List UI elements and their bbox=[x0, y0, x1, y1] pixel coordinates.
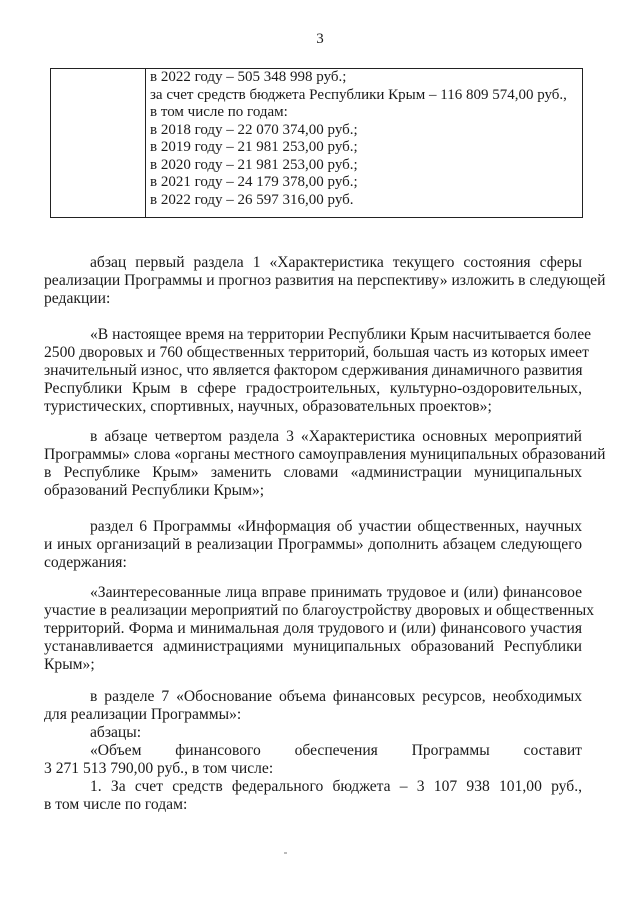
text-line: «Объем финансового обеспечения Программы составит bbox=[90, 742, 582, 759]
text-line: устанавливается администрациями муниципальных образований Республики bbox=[44, 638, 582, 655]
text-line: туристических, спортивных, научных, образовательных проектов»; bbox=[44, 398, 492, 415]
table-left-cell bbox=[51, 69, 146, 217]
text-line: 2500 дворовых и 760 общественных территорий, большая часть из которых имеет bbox=[44, 344, 589, 361]
text-line: реализации Программы и прогноз развития на перспективу» изложить в следующей bbox=[44, 272, 606, 289]
text-line: 3 271 513 790,00 руб., в том числе: bbox=[44, 760, 274, 777]
text-line: и иных организаций в реализации Программы» дополнить абзацем следующего bbox=[44, 536, 582, 553]
scan-speck bbox=[284, 852, 287, 854]
table-row: в 2018 году – 22 070 374,00 руб.; bbox=[150, 121, 358, 138]
page-number: 3 bbox=[316, 31, 324, 47]
text-line: в разделе 7 «Обоснование объема финансовых ресурсов, необходимых bbox=[90, 688, 582, 705]
table-right-cell bbox=[146, 69, 582, 217]
text-line: образований Республики Крым»; bbox=[44, 482, 265, 499]
table-row: в том числе по годам: bbox=[150, 104, 288, 120]
paragraph-quote-participation bbox=[44, 584, 594, 674]
text-line: «В настоящее время на территории Республики Крым насчитывается более bbox=[90, 326, 592, 343]
text-line: Крым»; bbox=[44, 656, 95, 673]
text-line: в абзаце четвертом раздела 3 «Характеристика основных мероприятий bbox=[90, 428, 582, 445]
text-line: в том числе по годам: bbox=[44, 796, 188, 813]
table-row: в 2020 году – 21 981 253,00 руб.; bbox=[150, 156, 358, 173]
text-line: для реализации Программы»: bbox=[44, 706, 242, 723]
text-line: 1. За счет средств федерального бюджета – 3 107 938 101,00 руб., bbox=[90, 778, 582, 795]
table-row: в 2022 году – 505 348 998 руб.; bbox=[150, 69, 347, 85]
text-line: абзацы: bbox=[90, 724, 142, 741]
paragraph-section7 bbox=[44, 688, 582, 814]
text-line: содержания: bbox=[44, 554, 127, 571]
text-line: Республики Крым в сфере градостроительных, культурно-оздоровительных, bbox=[44, 380, 582, 397]
paragraph-section6 bbox=[44, 518, 582, 572]
paragraph-section1 bbox=[44, 254, 606, 308]
table-row: за счет средств бюджета Республики Крым – 116 809 574,00 руб., bbox=[150, 86, 567, 103]
text-line: в Республике Крым» заменить словами «администрации муниципальных bbox=[44, 464, 582, 481]
table-row: в 2019 году – 21 981 253,00 руб.; bbox=[150, 139, 358, 155]
funding-table bbox=[50, 68, 583, 218]
text-line: редакции: bbox=[44, 290, 111, 307]
table-row: в 2021 году – 24 179 378,00 руб.; bbox=[150, 174, 358, 190]
text-line: участие в реализации мероприятий по благоустройству дворовых и общественных bbox=[44, 602, 594, 619]
text-line: «Заинтересованные лица вправе принимать трудовое и (или) финансовое bbox=[90, 584, 582, 601]
text-line: территорий. Форма и минимальная доля трудового и (или) финансового участия bbox=[44, 620, 582, 637]
table-row: в 2022 году – 26 597 316,00 руб. bbox=[150, 191, 354, 208]
text-line: значительный износ, что является фактором сдерживания динамичного развития bbox=[44, 362, 583, 379]
paragraph-section3 bbox=[44, 428, 606, 500]
text-line: Программы» слова «органы местного самоуправления муниципальных образований bbox=[44, 446, 606, 463]
text-line: абзац первый раздела 1 «Характеристика текущего состояния сферы bbox=[90, 254, 582, 271]
text-line: раздел 6 Программы «Информация об участии общественных, научных bbox=[90, 518, 582, 535]
paragraph-quote-territories bbox=[44, 326, 592, 416]
